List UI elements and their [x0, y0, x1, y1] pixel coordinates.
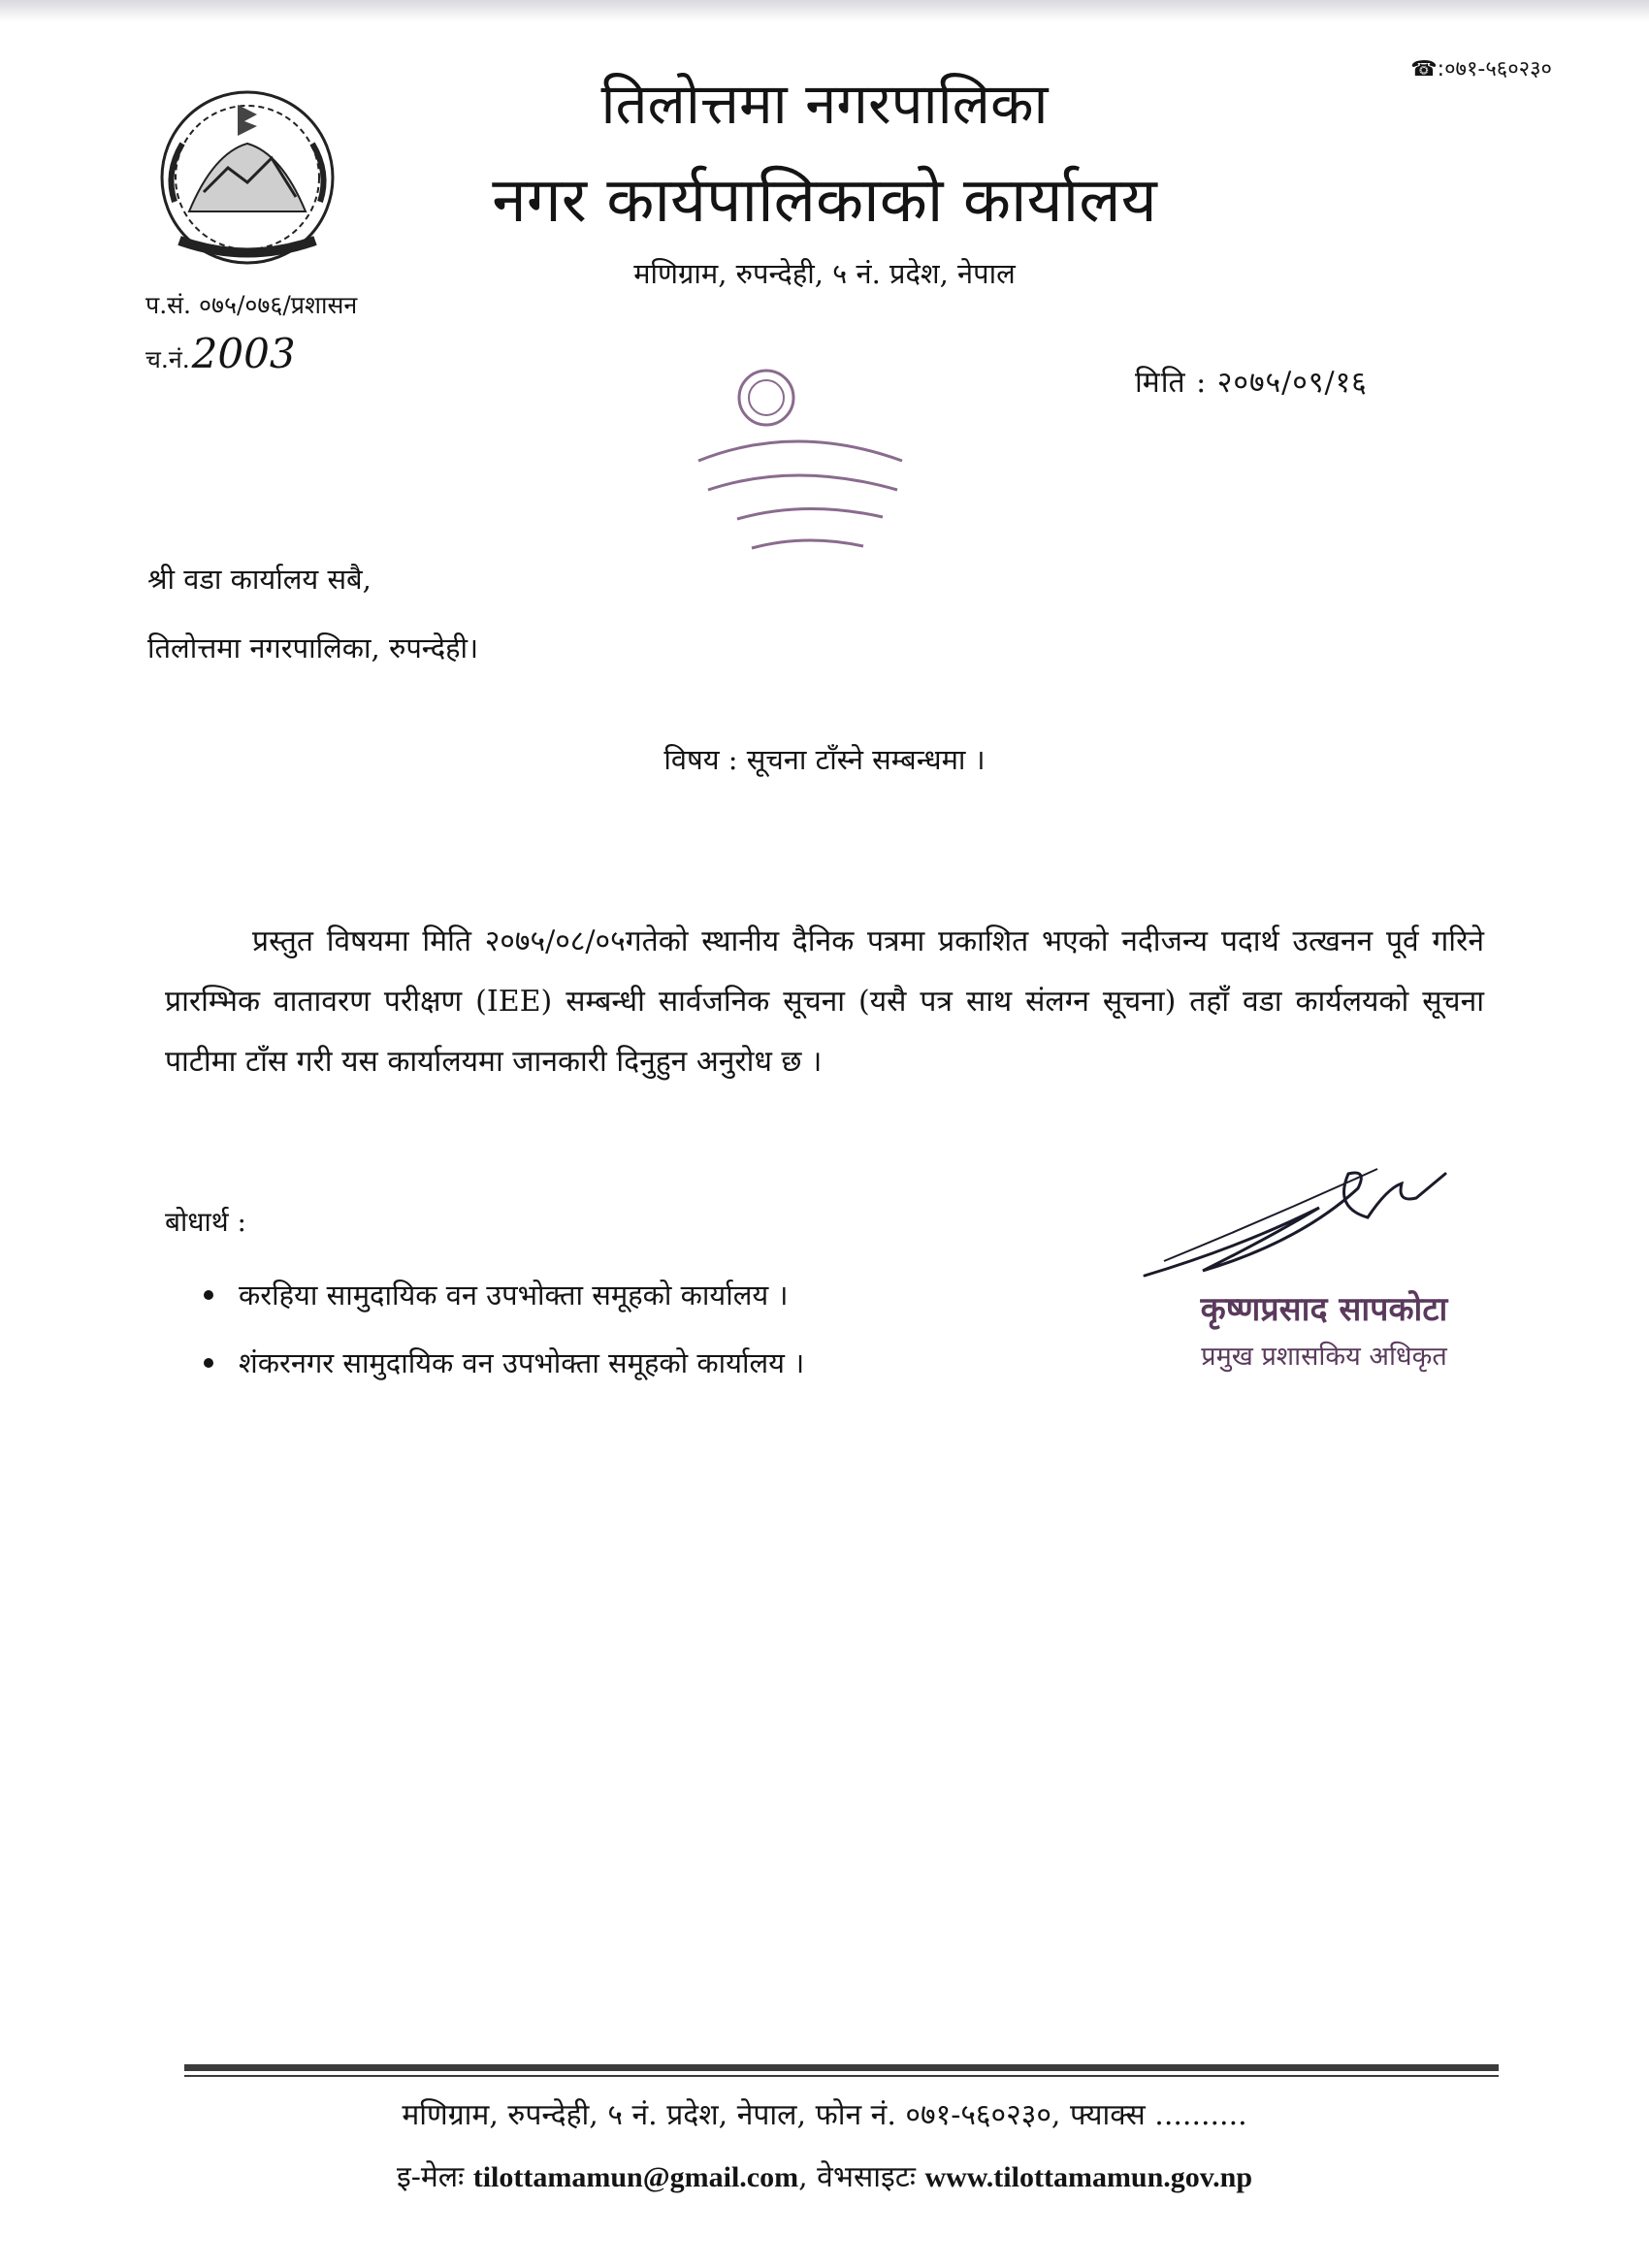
bullet-icon: [204, 1358, 213, 1368]
footer-divider: [184, 2064, 1499, 2077]
office-stamp-icon: [679, 354, 912, 563]
scan-edge: [0, 0, 1649, 21]
office-address: मणिग्राम, रुपन्देही, ५ नं. प्रदेश, नेपाल: [633, 257, 1016, 290]
reference-number: प.सं. ०७५/०७६/प्रशासन: [146, 291, 358, 319]
footer-contact: [0, 2155, 1649, 2195]
recipient-line-1: श्री वडा कार्यालय सबै,: [147, 563, 372, 596]
website-label: , वेभसाइटः: [798, 2160, 916, 2194]
header-phone: ☎:०७१-५६०२३०: [1410, 57, 1552, 81]
email-address: tilottamamun@gmail.com: [472, 2161, 799, 2193]
office-name: नगर कार्यपालिकाको कार्यालय: [492, 165, 1157, 237]
signature-icon: [1125, 1150, 1474, 1290]
bullet-icon: [204, 1290, 213, 1300]
signatory-name: कृष्णप्रसाद सापकोटा: [1200, 1290, 1448, 1329]
cc-item-text: शंकरनगर सामुदायिक वन उपभोक्ता समूहको कार्यालय ।: [239, 1346, 805, 1379]
cc-item: [204, 1261, 804, 1329]
org-name: तिलोत्तमा नगरपालिका: [600, 71, 1049, 137]
letter-subject: विषय : सूचना टाँस्ने सम्बन्धमा ।: [663, 743, 986, 776]
letter-date: मिति : २०७५/०९/१६: [1135, 366, 1368, 400]
dispatch-label: च.नं.: [146, 345, 190, 373]
letter-body: प्रस्तुत विषयमा मिति २०७५/०८/०५गतेको स्थानीय दैनिक पत्रमा प्रकाशित भएको नदीजन्य पदार्थ उत्खनन पूर्व गरिने प्रारम्भिक वातावरण परीक्षण (IEE) सम्बन्धी सार्वजनिक सूचना (यसै पत्र साथ संलग्न सूचना) तहाँ वडा कार्यलयको सूचना पाटीमा टाँस गरी यस कार्यालयमा जानकारी दिनुहुन अनुरोध छ ।: [165, 924, 1484, 1079]
cc-item: [204, 1329, 804, 1397]
cc-list: [204, 1261, 804, 1397]
cc-item-text: करहिया सामुदायिक वन उपभोक्ता समूहको कार्यालय ।: [239, 1279, 789, 1312]
signatory-title: प्रमुख प्रशासकिय अधिकृत: [1201, 1342, 1447, 1372]
dispatch-handwritten-number: 2003: [191, 330, 296, 377]
website-url: www.tilottamamun.gov.np: [924, 2161, 1253, 2193]
footer-address: मणिग्राम, रुपन्देही, ५ नं. प्रदेश, नेपाल, फोन नं. ०७१-५६०२३०, फ्याक्स ..........: [402, 2098, 1247, 2132]
email-label: इ-मेलः: [396, 2160, 465, 2194]
recipient-line-2: तिलोत्तमा नगरपालिका, रुपन्देही।: [147, 632, 479, 664]
dispatch-number: [146, 330, 296, 377]
cc-heading: बोधार्थ :: [165, 1206, 246, 1238]
